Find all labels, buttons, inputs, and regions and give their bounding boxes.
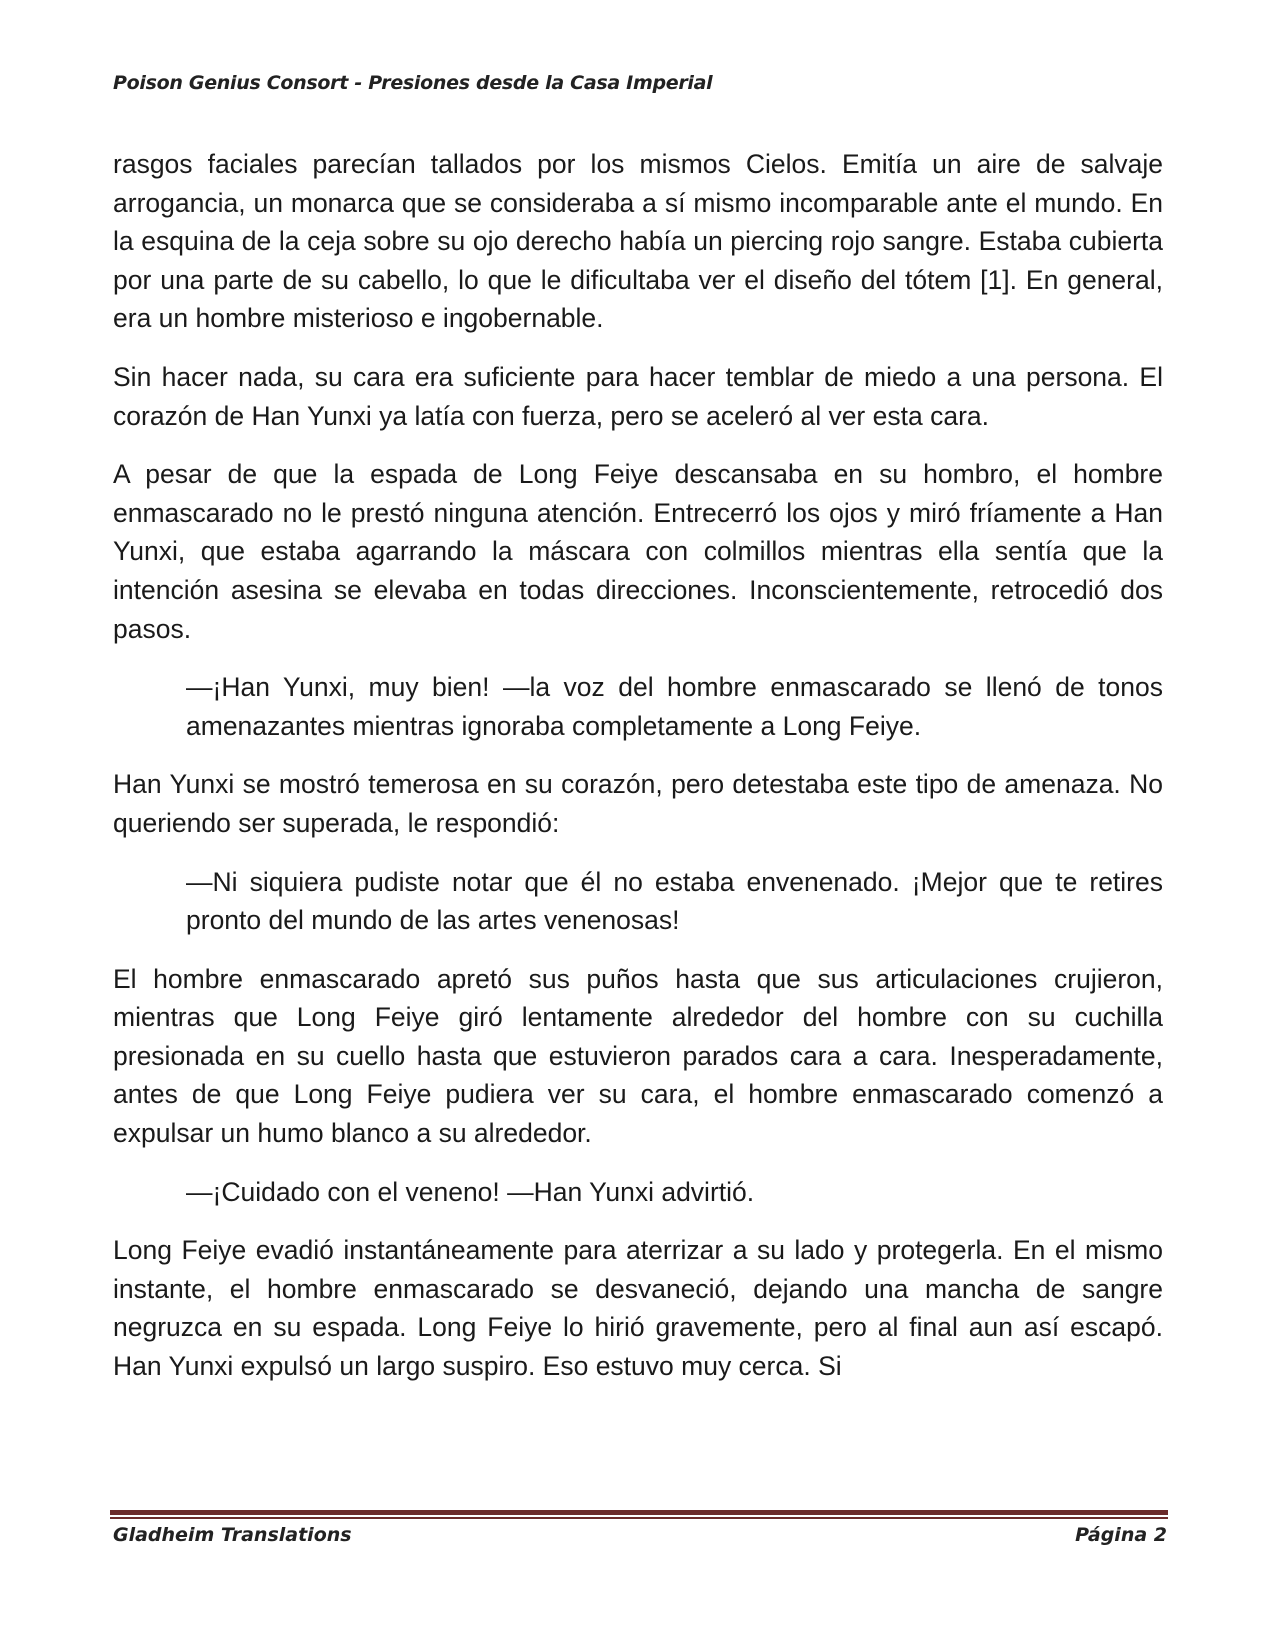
dialogue-paragraph: —¡Han Yunxi, muy bien! —la voz del hombre enmascarado se llenó de tonos amenazantes mientras ignoraba completamente a Long Feiye. bbox=[186, 672, 1163, 741]
paragraph: A pesar de que la espada de Long Feiye descansaba en su hombro, el hombre enmascarado no le prestó ninguna atención. Entrecerró los ojos y miró fríamente a Han Yunxi, que estaba agarrando la máscara con colmillos mientras ella sentía que la intención asesina se elevaba en todas direcciones. Inconscientemente, retrocedió dos pasos. bbox=[113, 459, 1163, 644]
page-number: Página 2 bbox=[1075, 1524, 1167, 1546]
paragraph: Han Yunxi se mostró temerosa en su corazón, pero detestaba este tipo de amenaza. No queriendo ser superada, le respondió: bbox=[113, 769, 1163, 838]
paragraph: rasgos faciales parecían tallados por los mismos Cielos. Emitía un aire de salvaje arrogancia, un monarca que se consideraba a sí mismo incomparable ante el mundo. En la esquina de la ceja sobre su ojo derecho había un piercing rojo sangre. Estaba cubierta por una parte de su cabello, lo que le dificultaba ver el diseño del tótem [1]. En general, era un hombre misterioso e ingobernable. bbox=[113, 149, 1163, 334]
paragraph: Sin hacer nada, su cara era suficiente para hacer temblar de miedo a una persona. El corazón de Han Yunxi ya latía con fuerza, pero se aceleró al ver esta cara. bbox=[113, 361, 1163, 431]
dialogue-paragraph: —Ni siquiera pudiste notar que él no estaba envenenado. ¡Mejor que te retires pronto del mundo de las artes venenosas! bbox=[186, 866, 1163, 936]
document-body bbox=[113, 145, 1163, 1406]
footer-credit: Gladheim Translations bbox=[113, 1524, 352, 1546]
page-header-title: Poison Genius Consort - Presiones desde la Casa Imperial bbox=[113, 72, 713, 94]
footer-divider bbox=[110, 1510, 1168, 1519]
dialogue-paragraph: —¡Cuidado con el veneno! —Han Yunxi advirtió. bbox=[186, 1176, 755, 1207]
paragraph: Long Feiye evadió instantáneamente para aterrizar a su lado y protegerla. En el mismo instante, el hombre enmascarado se desvaneció, dejando una mancha de sangre negruzca en su espada. Long Feiye lo hirió gravemente, pero al final aun así escapó. Han Yunxi expulsó un largo suspiro. Eso estuvo muy cerca. Si bbox=[113, 1235, 1163, 1382]
paragraph: El hombre enmascarado apretó sus puños hasta que sus articulaciones crujieron, mientras que Long Feiye giró lentamente alrededor del hombre con su cuchilla presionada en su cuello hasta que estuvieron parados cara a cara. Inesperadamente, antes de que Long Feiye pudiera ver su cara, el hombre enmascarado comenzó a expulsar un humo blanco a su alrededor. bbox=[113, 963, 1163, 1149]
